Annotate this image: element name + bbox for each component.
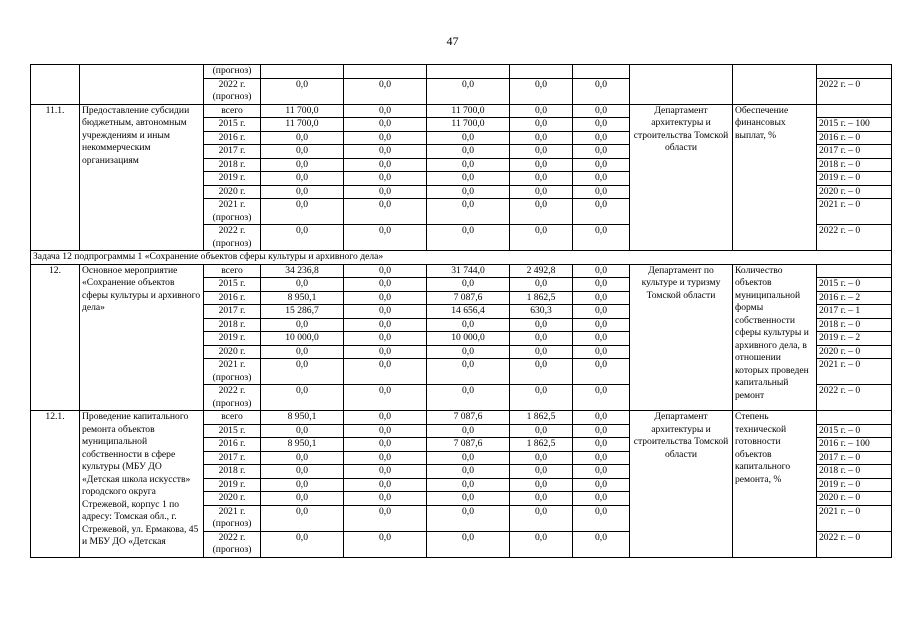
amount-cell <box>573 65 630 79</box>
period-label: 2016 г. <box>218 438 246 449</box>
amount-cell: 0,0 <box>510 172 573 186</box>
amount-cell: 0,0 <box>427 199 510 225</box>
period-label: всего <box>221 264 243 276</box>
amount-cell: 0,0 <box>510 465 573 479</box>
period-label: 2015 г. <box>218 278 246 289</box>
period-label: 2022 г. <box>218 78 246 90</box>
amount-cell: 0,0 <box>261 158 344 172</box>
amount-cell: 0,0 <box>510 451 573 465</box>
amount-cell: 0,0 <box>573 531 630 557</box>
amount-cell: 31 744,0 <box>427 264 510 278</box>
amount-cell: 0,0 <box>427 185 510 199</box>
amount-cell: 0,0 <box>344 411 427 425</box>
amount-cell: 0,0 <box>427 131 510 145</box>
amount-cell: 1 862,5 <box>510 411 573 425</box>
amount-cell: 0,0 <box>344 185 427 199</box>
amount-cell: 0,0 <box>344 424 427 438</box>
period-cell <box>204 264 261 278</box>
period-cell <box>204 118 261 132</box>
period-cell <box>204 291 261 305</box>
period-label: 2018 г. <box>218 158 246 170</box>
amount-cell: 0,0 <box>344 225 427 251</box>
item-name-cell: Основное мероприятие «Сохранение объектов сферы культуры и архивного дела» <box>80 264 204 411</box>
amount-cell: 0,0 <box>427 385 510 411</box>
amount-cell: 0,0 <box>261 225 344 251</box>
amount-cell: 0,0 <box>344 505 427 531</box>
indicator-cell: Степень технической готовности объектов капитального ремонта, % <box>733 411 817 558</box>
amount-cell: 8 950,1 <box>261 291 344 305</box>
amount-cell: 630,3 <box>510 305 573 319</box>
item-number-cell: 12.1. <box>31 411 80 558</box>
period-label: 2015 г. <box>218 118 246 129</box>
item-number-cell: 11.1. <box>31 104 80 251</box>
period-cell <box>204 451 261 465</box>
amount-cell: 0,0 <box>344 172 427 186</box>
period-label: 2020 г. <box>218 492 246 503</box>
target-value-cell: 2020 г. – 0 <box>817 345 892 359</box>
amount-cell: 11 700,0 <box>427 118 510 132</box>
amount-cell: 0,0 <box>573 158 630 172</box>
amount-cell: 0,0 <box>510 505 573 531</box>
target-value-cell: 2017 г. – 0 <box>817 145 892 159</box>
amount-cell: 0,0 <box>510 185 573 199</box>
amount-cell: 0,0 <box>573 291 630 305</box>
amount-cell: 0,0 <box>573 131 630 145</box>
amount-cell: 0,0 <box>427 158 510 172</box>
period-label: 2019 г. <box>218 172 246 183</box>
amount-cell: 0,0 <box>573 118 630 132</box>
amount-cell: 11 700,0 <box>261 104 344 118</box>
period-label: 2017 г. <box>218 305 246 316</box>
amount-cell: 0,0 <box>510 385 573 411</box>
period-label: (прогноз) <box>212 237 252 249</box>
amount-cell: 0,0 <box>344 104 427 118</box>
period-label: всего <box>221 411 243 422</box>
amount-cell: 0,0 <box>510 531 573 557</box>
amount-cell: 0,0 <box>344 359 427 385</box>
amount-cell: 0,0 <box>344 385 427 411</box>
amount-cell: 0,0 <box>427 478 510 492</box>
period-label: 2018 г. <box>218 465 246 476</box>
amount-cell: 0,0 <box>261 465 344 479</box>
period-label: 2020 г. <box>218 185 246 197</box>
period-label: 2021 г. <box>218 199 246 210</box>
amount-cell: 0,0 <box>510 359 573 385</box>
period-cell <box>204 278 261 292</box>
item-number-cell <box>31 65 80 105</box>
amount-cell: 0,0 <box>510 424 573 438</box>
period-label: 2022 г. <box>218 225 246 236</box>
responsible-cell: Департамент по культуре и туризму Томской области <box>630 264 733 411</box>
amount-cell: 0,0 <box>261 172 344 186</box>
target-value-cell: 2018 г. – 0 <box>817 465 892 479</box>
amount-cell: 0,0 <box>344 451 427 465</box>
amount-cell: 0,0 <box>344 438 427 452</box>
period-cell <box>204 531 261 557</box>
amount-cell <box>510 65 573 79</box>
amount-cell: 0,0 <box>573 424 630 438</box>
amount-cell: 0,0 <box>261 278 344 292</box>
amount-cell: 0,0 <box>573 264 630 278</box>
responsible-cell: Департамент архитектуры и строительства Томской области <box>630 104 733 251</box>
amount-cell: 0,0 <box>344 492 427 506</box>
amount-cell: 0,0 <box>261 492 344 506</box>
period-label: 2019 г. <box>218 332 246 343</box>
table-row <box>31 411 892 425</box>
amount-cell: 0,0 <box>573 225 630 251</box>
period-cell <box>204 145 261 159</box>
amount-cell: 0,0 <box>510 318 573 332</box>
amount-cell: 0,0 <box>261 505 344 531</box>
amount-cell: 0,0 <box>427 278 510 292</box>
target-value-cell: 2019 г. – 2 <box>817 332 892 346</box>
target-value-cell: 2020 г. – 0 <box>817 185 892 199</box>
amount-cell: 0,0 <box>510 158 573 172</box>
target-value-cell: 2019 г. – 0 <box>817 478 892 492</box>
amount-cell: 0,0 <box>427 505 510 531</box>
amount-cell: 0,0 <box>510 145 573 159</box>
amount-cell: 0,0 <box>510 131 573 145</box>
amount-cell: 0,0 <box>427 345 510 359</box>
period-cell <box>204 424 261 438</box>
amount-cell: 0,0 <box>573 199 630 225</box>
amount-cell: 0,0 <box>261 451 344 465</box>
target-value-cell: 2021 г. – 0 <box>817 359 892 385</box>
target-value-cell <box>817 264 892 278</box>
period-cell <box>204 359 261 385</box>
amount-cell: 0,0 <box>510 278 573 292</box>
period-cell <box>204 438 261 452</box>
page-number: 47 <box>446 34 459 48</box>
amount-cell: 8 950,1 <box>261 411 344 425</box>
period-cell <box>204 225 261 251</box>
amount-cell: 0,0 <box>427 424 510 438</box>
indicator-cell <box>733 65 817 105</box>
period-label: 2021 г. <box>218 505 246 517</box>
amount-cell: 0,0 <box>261 531 344 557</box>
amount-cell: 0,0 <box>510 199 573 225</box>
amount-cell <box>261 65 344 79</box>
amount-cell: 0,0 <box>427 492 510 506</box>
target-value-cell: 2017 г. – 0 <box>817 451 892 465</box>
period-cell <box>204 505 261 531</box>
period-cell <box>204 158 261 172</box>
amount-cell: 0,0 <box>427 531 510 557</box>
amount-cell: 0,0 <box>427 451 510 465</box>
period-label: (прогноз) <box>212 91 252 102</box>
amount-cell <box>427 65 510 79</box>
amount-cell: 0,0 <box>261 345 344 359</box>
period-label: 2015 г. <box>218 424 246 436</box>
period-cell <box>204 411 261 425</box>
amount-cell: 7 087,6 <box>427 411 510 425</box>
target-value-cell: 2020 г. – 0 <box>817 492 892 506</box>
target-value-cell: 2016 г. – 0 <box>817 131 892 145</box>
target-value-cell <box>817 104 892 118</box>
amount-cell: 0,0 <box>573 318 630 332</box>
table-row <box>31 264 892 278</box>
amount-cell: 0,0 <box>427 359 510 385</box>
amount-cell: 0,0 <box>427 318 510 332</box>
amount-cell: 0,0 <box>510 78 573 104</box>
table-row <box>31 65 892 79</box>
item-name-cell <box>80 65 204 105</box>
amount-cell: 0,0 <box>261 131 344 145</box>
amount-cell <box>344 65 427 79</box>
target-value-cell: 2018 г. – 0 <box>817 318 892 332</box>
amount-cell: 7 087,6 <box>427 438 510 452</box>
period-label: (прогноз) <box>212 211 252 223</box>
target-value-cell: 2015 г. – 0 <box>817 278 892 292</box>
target-value-cell: 2015 г. – 100 <box>817 118 892 132</box>
period-label: 2016 г. <box>218 291 246 303</box>
period-label: 2022 г. <box>218 385 246 396</box>
program-table <box>30 64 892 558</box>
amount-cell: 0,0 <box>427 465 510 479</box>
amount-cell: 0,0 <box>573 505 630 531</box>
target-value-cell: 2016 г. – 2 <box>817 291 892 305</box>
period-label: 2016 г. <box>218 131 246 143</box>
amount-cell: 15 286,7 <box>261 305 344 319</box>
amount-cell: 0,0 <box>344 278 427 292</box>
target-value-cell: 2022 г. – 0 <box>817 78 892 104</box>
period-cell <box>204 78 261 104</box>
period-cell <box>204 65 261 79</box>
period-label: 2017 г. <box>218 451 246 463</box>
amount-cell: 0,0 <box>573 305 630 319</box>
amount-cell: 14 656,4 <box>427 305 510 319</box>
amount-cell: 0,0 <box>261 318 344 332</box>
amount-cell: 0,0 <box>344 465 427 479</box>
table-row <box>31 104 892 118</box>
item-name-cell: Предоставление субсидии бюджетным, автономным учреждениям и иным некоммерческим организациям <box>80 104 204 251</box>
period-label: 2019 г. <box>218 478 246 490</box>
period-label: (прогноз) <box>212 397 252 409</box>
amount-cell: 0,0 <box>573 385 630 411</box>
amount-cell: 0,0 <box>261 478 344 492</box>
amount-cell: 0,0 <box>344 332 427 346</box>
amount-cell: 0,0 <box>573 185 630 199</box>
amount-cell: 0,0 <box>261 359 344 385</box>
target-value-cell: 2016 г. – 100 <box>817 438 892 452</box>
amount-cell: 1 862,5 <box>510 438 573 452</box>
amount-cell: 0,0 <box>261 424 344 438</box>
amount-cell: 0,0 <box>344 318 427 332</box>
amount-cell: 0,0 <box>510 225 573 251</box>
amount-cell: 0,0 <box>573 465 630 479</box>
amount-cell: 0,0 <box>573 478 630 492</box>
period-label: 2018 г. <box>218 318 246 330</box>
item-name-cell: Проведение капитального ремонта объектов муниципальной собственности в сфере культуры (МБУ ДО «Детская школа искусств» городского округа Стрежевой, корпус 1 по адресу: Томская обл., г. Стрежевой, ул. Ермакова, 45 и МБУ ДО «Детская <box>80 411 204 558</box>
period-cell <box>204 318 261 332</box>
amount-cell: 0,0 <box>573 278 630 292</box>
amount-cell: 0,0 <box>427 172 510 186</box>
indicator-cell: Количество объектов муниципальной формы собственности сферы культуры и архивного дела, в отношении которых проведен капитальный ремонт <box>733 264 817 411</box>
amount-cell: 0,0 <box>344 199 427 225</box>
amount-cell: 0,0 <box>573 104 630 118</box>
period-label: всего <box>221 104 243 116</box>
period-cell <box>204 345 261 359</box>
amount-cell: 0,0 <box>510 478 573 492</box>
amount-cell: 0,0 <box>573 78 630 104</box>
amount-cell: 2 492,8 <box>510 264 573 278</box>
period-label: 2022 г. <box>218 531 246 543</box>
item-number-cell: 12. <box>31 264 80 411</box>
amount-cell: 0,0 <box>573 411 630 425</box>
target-value-cell: 2022 г. – 0 <box>817 225 892 251</box>
amount-cell: 0,0 <box>344 78 427 104</box>
amount-cell: 0,0 <box>510 345 573 359</box>
amount-cell: 10 000,0 <box>427 332 510 346</box>
target-value-cell: 2022 г. – 0 <box>817 385 892 411</box>
amount-cell: 0,0 <box>427 145 510 159</box>
target-value-cell: 2022 г. – 0 <box>817 531 892 557</box>
period-cell <box>204 465 261 479</box>
amount-cell: 0,0 <box>261 145 344 159</box>
target-value-cell: 2015 г. – 0 <box>817 424 892 438</box>
period-cell <box>204 478 261 492</box>
period-cell <box>204 131 261 145</box>
target-value-cell <box>817 411 892 425</box>
target-value-cell: 2017 г. – 1 <box>817 305 892 319</box>
amount-cell: 0,0 <box>427 225 510 251</box>
amount-cell: 0,0 <box>573 145 630 159</box>
period-cell <box>204 104 261 118</box>
amount-cell: 0,0 <box>573 451 630 465</box>
amount-cell: 0,0 <box>573 492 630 506</box>
target-value-cell: 2019 г. – 0 <box>817 172 892 186</box>
target-value-cell: 2018 г. – 0 <box>817 158 892 172</box>
amount-cell: 11 700,0 <box>261 118 344 132</box>
task-banner: Задача 12 подпрограммы 1 «Сохранение объектов сферы культуры и архивного дела» <box>31 251 892 265</box>
responsible-cell <box>630 65 733 105</box>
period-label: (прогноз) <box>212 371 252 383</box>
amount-cell: 0,0 <box>573 172 630 186</box>
period-label: (прогноз) <box>212 65 252 76</box>
amount-cell: 10 000,0 <box>261 332 344 346</box>
period-cell <box>204 385 261 411</box>
amount-cell: 0,0 <box>261 199 344 225</box>
amount-cell: 0,0 <box>261 385 344 411</box>
amount-cell: 0,0 <box>344 118 427 132</box>
period-label: 2021 г. <box>218 359 246 370</box>
amount-cell: 0,0 <box>344 345 427 359</box>
responsible-cell: Департамент архитектуры и строительства Томской области <box>630 411 733 558</box>
amount-cell: 0,0 <box>573 332 630 346</box>
amount-cell: 0,0 <box>510 118 573 132</box>
amount-cell: 0,0 <box>573 438 630 452</box>
amount-cell: 0,0 <box>344 158 427 172</box>
amount-cell: 0,0 <box>427 78 510 104</box>
amount-cell: 0,0 <box>344 131 427 145</box>
period-label: (прогноз) <box>212 518 252 529</box>
period-cell <box>204 305 261 319</box>
period-label: 2017 г. <box>218 145 246 156</box>
amount-cell: 0,0 <box>344 478 427 492</box>
amount-cell: 0,0 <box>510 332 573 346</box>
target-value-cell: 2021 г. – 0 <box>817 199 892 225</box>
amount-cell: 0,0 <box>344 145 427 159</box>
amount-cell: 0,0 <box>344 264 427 278</box>
period-cell <box>204 172 261 186</box>
period-cell <box>204 185 261 199</box>
amount-cell: 0,0 <box>510 492 573 506</box>
amount-cell: 0,0 <box>261 185 344 199</box>
period-cell <box>204 492 261 506</box>
period-label: (прогноз) <box>212 544 252 555</box>
amount-cell: 11 700,0 <box>427 104 510 118</box>
period-label: 2020 г. <box>218 345 246 357</box>
amount-cell: 34 236,8 <box>261 264 344 278</box>
amount-cell: 0,0 <box>510 104 573 118</box>
indicator-cell: Обеспечение финансовых выплат, % <box>733 104 817 251</box>
period-cell <box>204 199 261 225</box>
amount-cell: 0,0 <box>573 359 630 385</box>
amount-cell: 0,0 <box>344 305 427 319</box>
task-banner-row <box>31 251 892 265</box>
period-cell <box>204 332 261 346</box>
amount-cell: 0,0 <box>344 531 427 557</box>
amount-cell: 0,0 <box>261 78 344 104</box>
amount-cell: 8 950,1 <box>261 438 344 452</box>
target-value-cell: 2021 г. – 0 <box>817 505 892 531</box>
amount-cell: 0,0 <box>573 345 630 359</box>
amount-cell: 7 087,6 <box>427 291 510 305</box>
target-value-cell <box>817 65 892 79</box>
amount-cell: 0,0 <box>344 291 427 305</box>
amount-cell: 1 862,5 <box>510 291 573 305</box>
